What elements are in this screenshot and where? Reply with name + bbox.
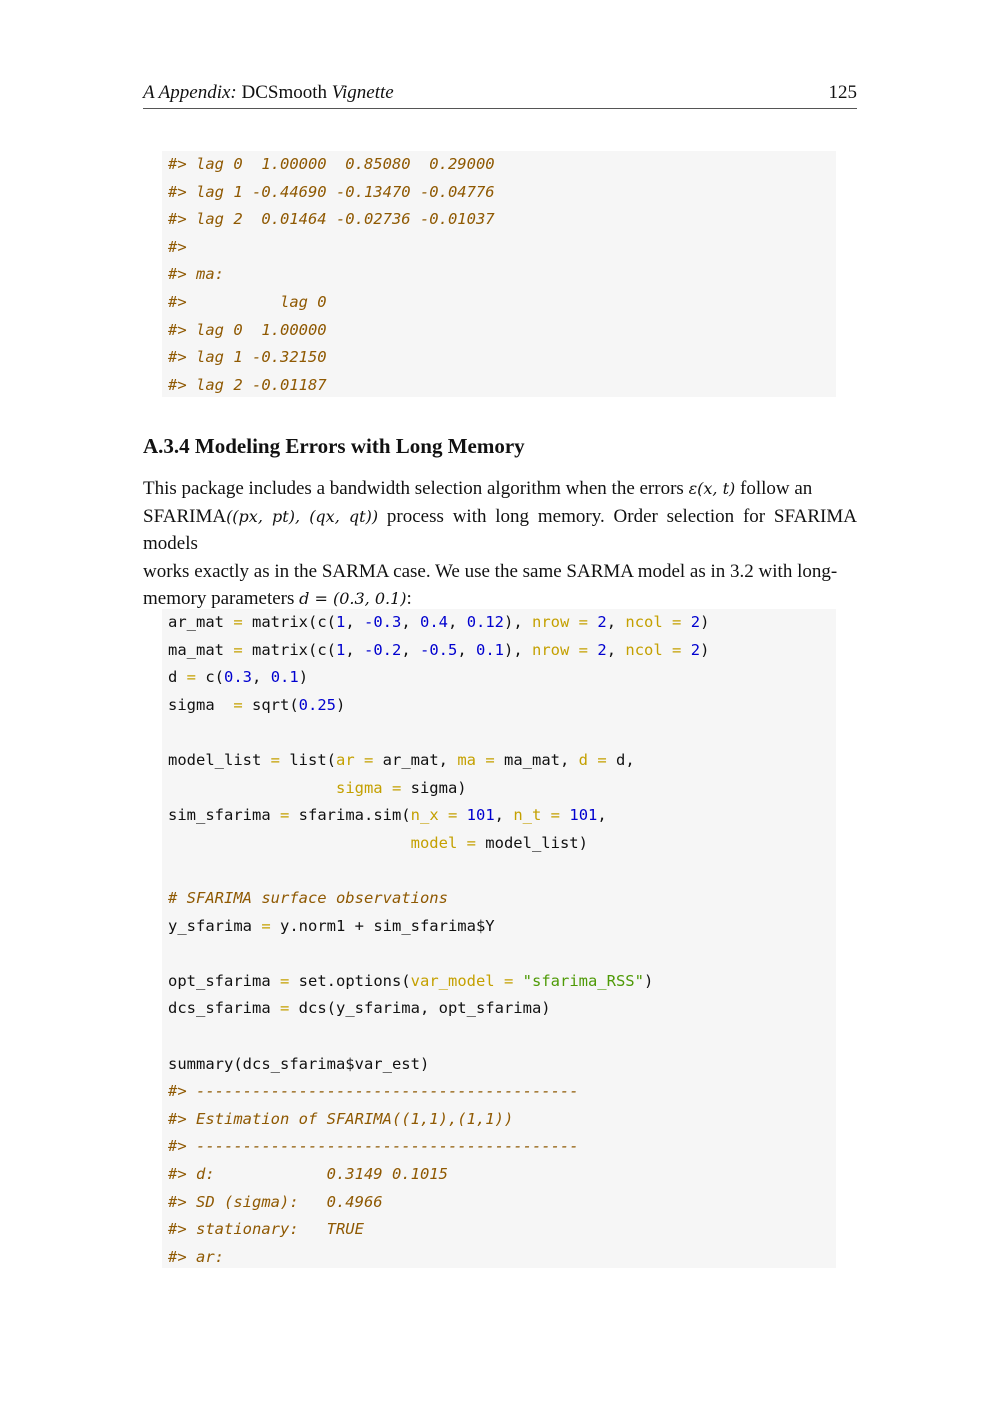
page-header	[143, 82, 857, 109]
code-line: ma_mat = matrix(c(1, -0.2, -0.5, 0.1), nrow = 2, ncol = 2)	[168, 640, 710, 659]
math-orders: ((px, pt), (qx, qt))	[226, 506, 379, 526]
output-line: #> -----------------------------------------	[168, 1137, 579, 1156]
output-line: #>	[168, 237, 187, 256]
output-line: #> lag 0 1.00000 0.85080 0.29000	[168, 155, 495, 173]
paragraph-line-3: works exactly as in the SARMA case. We use the same SARMA model as in 3.2 with long-	[143, 560, 838, 582]
output-line: #> SD (sigma): 0.4966	[168, 1192, 383, 1211]
code-line: model_list = list(ar = ar_mat, ma = ma_mat, d = d,	[168, 751, 635, 769]
code-output-block-top	[162, 151, 836, 397]
output-line: #> ar:	[168, 1247, 224, 1266]
math-d-param: d = (0.3, 0.1)	[299, 589, 407, 609]
body-paragraph	[143, 475, 857, 613]
paragraph-line-2	[143, 503, 857, 558]
header-suffix: Vignette	[331, 82, 394, 103]
section-heading: A.3.4 Modeling Errors with Long Memory	[143, 434, 525, 458]
output-line: #> lag 2 0.01464 -0.02736 -0.01037	[168, 210, 495, 229]
code-line: dcs_sfarima = dcs(y_sfarima, opt_sfarima)	[168, 999, 551, 1018]
paragraph-line-1	[143, 475, 857, 503]
code-line: sigma = sqrt(0.25)	[168, 695, 346, 714]
output-line: #> -----------------------------------------	[168, 1082, 579, 1101]
code-line: ar_mat = matrix(c(1, -0.3, 0.4, 0.12), nrow = 2, ncol = 2)	[168, 613, 710, 631]
code-line: sigma = sigma)	[335, 778, 467, 797]
code-line: d = c(0.3, 0.1)	[168, 668, 309, 687]
output-line: #> lag 0 1.00000	[168, 320, 327, 339]
output-line: #> d: 0.3149 0.1015	[168, 1165, 448, 1183]
header-prefix: A Appendix:	[143, 82, 237, 103]
code-block-main	[162, 609, 836, 1268]
code-line: model = model_list)	[410, 833, 588, 852]
code-line: sim_sfarima = sfarima.sim(n_x = 101, n_t = 101,	[168, 806, 607, 825]
code-line: opt_sfarima = set.options(var_model = "sfarima_RSS")	[168, 971, 654, 990]
text-run: follow an	[735, 478, 813, 499]
text-run: process with long memory. Order selection for SFARIMA models	[143, 505, 857, 555]
output-line: #> stationary: TRUE	[168, 1220, 364, 1239]
text-run: This package includes a bandwidth selection algorithm when the errors	[143, 478, 689, 499]
output-line: #> ma:	[168, 265, 224, 284]
header-title	[143, 82, 394, 104]
page-number: 125	[828, 82, 857, 103]
output-line: #> Estimation of SFARIMA((1,1),(1,1))	[168, 1109, 514, 1128]
math-epsilon: ε(x, t)	[688, 479, 736, 498]
header-package-name: DCSmooth	[241, 82, 328, 103]
text-run: :	[406, 588, 412, 610]
output-line: #> lag 1 -0.32150	[168, 348, 327, 367]
code-comment: # SFARIMA surface observations	[168, 889, 448, 907]
text-run: SFARIMA	[143, 505, 227, 527]
text-run: memory parameters	[143, 588, 300, 610]
code-line: y_sfarima = y.norm1 + sim_sfarima$Y	[168, 916, 495, 935]
output-line: #> lag 2 -0.01187	[168, 375, 327, 394]
output-line: #> lag 0	[168, 293, 327, 311]
code-line: summary(dcs_sfarima$var_est)	[168, 1054, 430, 1073]
output-line: #> lag 1 -0.44690 -0.13470 -0.04776	[168, 182, 495, 201]
